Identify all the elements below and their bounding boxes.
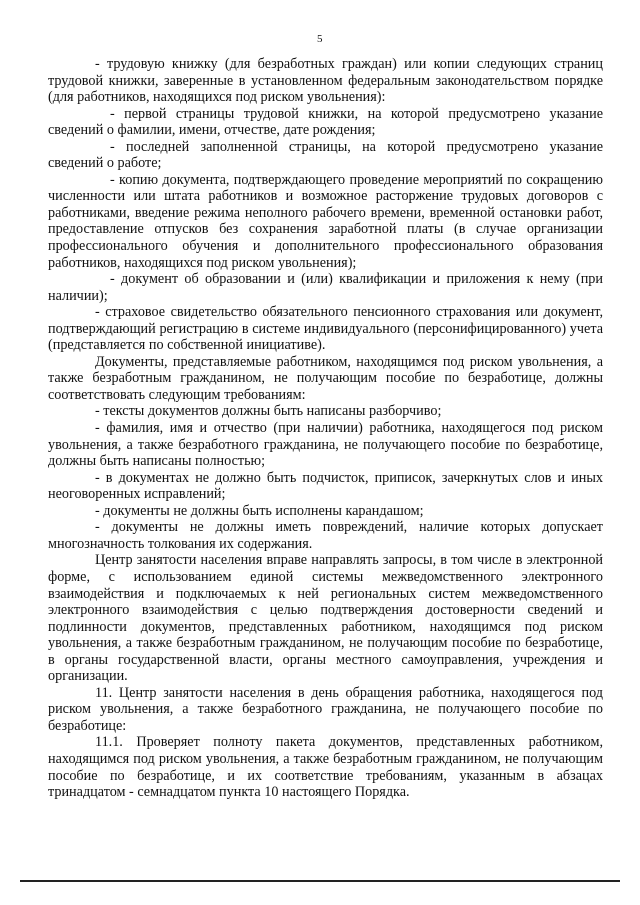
paragraph: - тексты документов должны быть написаны разборчиво; [95,403,442,420]
paragraph: - первой страницы трудовой книжки, на которой предусмотрено указание сведений о фамилии, имени, отчестве, дате рождения; [48,105,603,139]
paragraph: Документы, представляемые работником, находящимся под риском увольнения, а также безработным гражданином, не получающим пособие по безработице, должны соответствовать следующим требованиям: [48,353,603,403]
bottom-divider [20,880,620,882]
paragraph: - трудовую книжку (для безработных граждан) или копии следующих страниц трудовой книжки, заверенные в установленном федеральным законодательством порядке (для работников, находящихся под риском увольнения): [48,56,603,106]
paragraph: - фамилия, имя и отчество (при наличии) работника, находящегося под риском увольнения, а также безработного гражданина, не получающего пособие по безработице, должны быть написаны полностью; [48,420,603,470]
paragraph: - в документах не должно быть подчисток, приписок, зачеркнутых слов и иных неоговоренных исправлений; [48,469,603,503]
paragraph: - документ об образовании и (или) квалификации и приложения к нему (при наличии); [48,271,603,304]
paragraph: Центр занятости населения вправе направлять запросы, в том числе в электронной форме, с использованием единой системы межведомственного электронного взаимодействия и подключаемых к ней региональных систем межведомственного электронного взаимодействия с целью подтверждения достоверности сведений и подлинности документов, представленных работником, находящимся под риском увольнения, а также безработным гражданином, не получающим пособие по безработице, в органы государственной власти, органы местного самоуправления, учреждения и организации. [48,552,603,685]
paragraph: - документы не должны быть исполнены карандашом; [95,502,424,519]
paragraph: 11.1. Проверяет полноту пакета документов, представленных работником, находящимся под риском увольнения, а также безработным гражданином, не получающим пособие по безработице, и их соответствие требованиям, указанным в абзацах тринадцатом - семнадцатом пункта 10 настоящего Порядка. [48,734,603,801]
paragraph: - документы не должны иметь повреждений, наличие которых допускает многозначность толкования их содержания. [48,519,603,552]
paragraph: - копию документа, подтверждающего проведение мероприятий по сокращению численности или штата работников и возможное расторжение трудовых договоров с работниками, введение режима неполного рабочего времени, временной остановки работ, предоставление отпусков без сохранения заработной платы (в случае организации профессионального обучения и дополнительного профессионального образования работников, находящихся под риском увольнения); [48,171,603,271]
paragraph: - последней заполненной страницы, на которой предусмотрено указание сведений о работе; [48,138,603,172]
document-body [48,56,603,801]
paragraph: 11. Центр занятости населения в день обращения работника, находящегося под риском увольнения, а также безработного гражданина, не получающего пособие по безработице: [48,684,603,734]
page-number: 5 [317,33,323,45]
paragraph: - страховое свидетельство обязательного пенсионного страхования или документ, подтверждающий регистрацию в системе индивидуального (персонифицированного) учета (представляется по собственной инициативе). [48,304,603,354]
